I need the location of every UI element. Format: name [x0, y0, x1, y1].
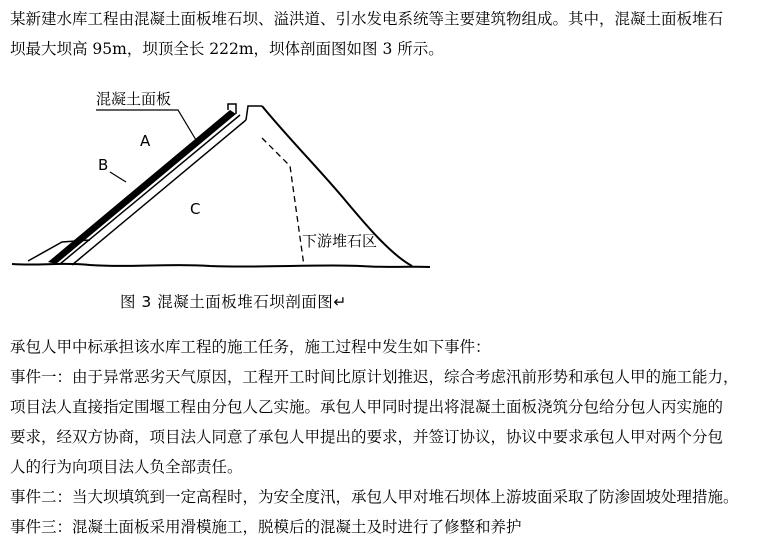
layer-a-label: A [140, 132, 151, 150]
dam-cross-section-figure [0, 70, 440, 285]
downstream-zone-label: 下游堆石区 [302, 232, 378, 250]
layer-b-label: B [98, 156, 109, 174]
intro-line-1: 某新建水库工程由混凝土面板堆石坝、溢洪道、引水发电系统等主要建筑物组成。其中，混凝土面板堆石 [10, 10, 724, 28]
b-leader-line [110, 172, 126, 182]
body-line-7: 事件三：混凝土面板采用滑模施工，脱模后的混凝土及时进行了修整和养护 [10, 518, 522, 536]
zone-c-label: C [190, 200, 201, 218]
figure-caption: 图 3 混凝土面板堆石坝剖面图↵ [120, 293, 347, 311]
body-line-6: 事件二：当大坝填筑到一定高程时，为安全度汛，承包人甲对堆石坝体上游坡面采取了防渗固坡处理措施。 [10, 488, 739, 506]
body-line-2: 事件一：由于异常恶劣天气原因，工程开工时间比原计划推迟，综合考虑汛前形势和承包人甲的施工能力， [10, 368, 739, 386]
body-line-4: 要求，经双方协商，项目法人同意了承包人甲提出的要求，并签订协议，协议中要求承包人甲对两个分包 [10, 428, 724, 446]
body-line-1: 承包人甲中标承担该水库工程的施工任务，施工过程中发生如下事件： [10, 338, 491, 356]
crest-top [246, 106, 262, 120]
slab-label: 混凝土面板 [96, 90, 172, 108]
layer-b-line [72, 120, 246, 265]
body-line-5: 人的行为向项目法人负全部责任。 [10, 458, 243, 476]
downstream-zone-boundary [262, 138, 304, 266]
intro-line-2: 坝最大坝高 95m，坝顶全长 222m，坝体剖面图如图 3 所示。 [10, 40, 444, 58]
body-line-3: 项目法人直接指定围堰工程由分包人乙实施。承包人甲同时提出将混凝土面板浇筑分包给分包人丙实施的 [10, 398, 724, 416]
ground-line [12, 264, 430, 267]
